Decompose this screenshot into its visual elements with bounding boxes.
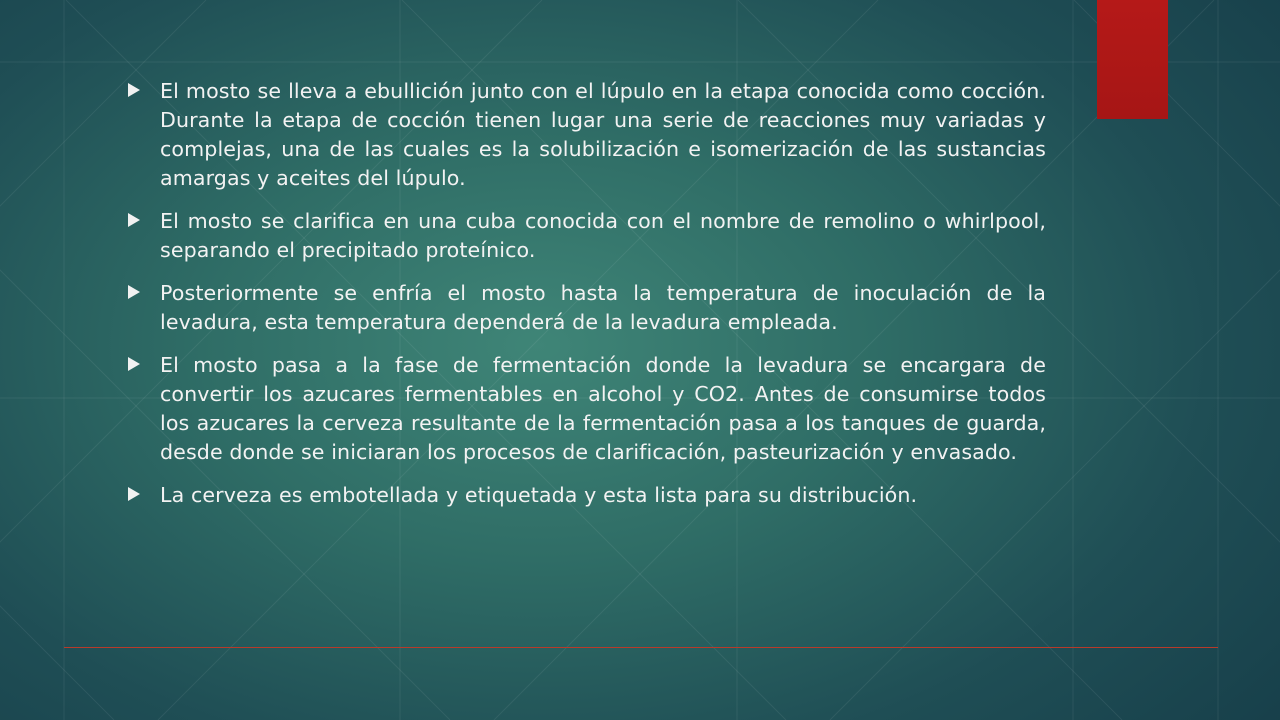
triangle-right-icon [128, 83, 140, 97]
bullet-text: Posteriormente se enfría el mosto hasta la temperatura de inoculación de la levadura, esta temperatura dependerá de la levadura empleada. [160, 281, 1046, 334]
bullet-item-fermentation [120, 351, 1046, 467]
triangle-right-icon [128, 357, 140, 371]
red-accent-tab [1097, 0, 1168, 119]
triangle-right-icon [128, 285, 140, 299]
bullet-text: El mosto pasa a la fase de fermentación donde la levadura se encargara de convertir los azucares fermentables en alcohol y CO2. Antes de consumirse todos los azucares la cerveza resultante de la fermentación pasa a los tanques de guarda, desde donde se iniciaran los procesos de clarificación, pasteurización y envasado. [160, 353, 1046, 464]
bullet-item-cooling [120, 279, 1046, 337]
bullet-item-whirlpool [120, 207, 1046, 265]
bottom-divider-line [64, 647, 1218, 648]
bullet-text: El mosto se clarifica en una cuba conocida con el nombre de remolino o whirlpool, separando el precipitado proteínico. [160, 209, 1046, 262]
bullet-item-bottling [120, 481, 1046, 510]
triangle-right-icon [128, 213, 140, 227]
bullet-item-boiling [120, 77, 1046, 193]
bullet-text: La cerveza es embotellada y etiquetada y esta lista para su distribución. [160, 483, 918, 507]
triangle-right-icon [128, 487, 140, 501]
bullet-text: El mosto se lleva a ebullición junto con el lúpulo en la etapa conocida como cocción. Durante la etapa de cocción tienen lugar una serie de reacciones muy variadas y complejas, una de las cuales es la solubilización e isomerización de las sustancias amargas y aceites del lúpulo. [160, 79, 1046, 190]
bullet-list [120, 77, 1046, 524]
